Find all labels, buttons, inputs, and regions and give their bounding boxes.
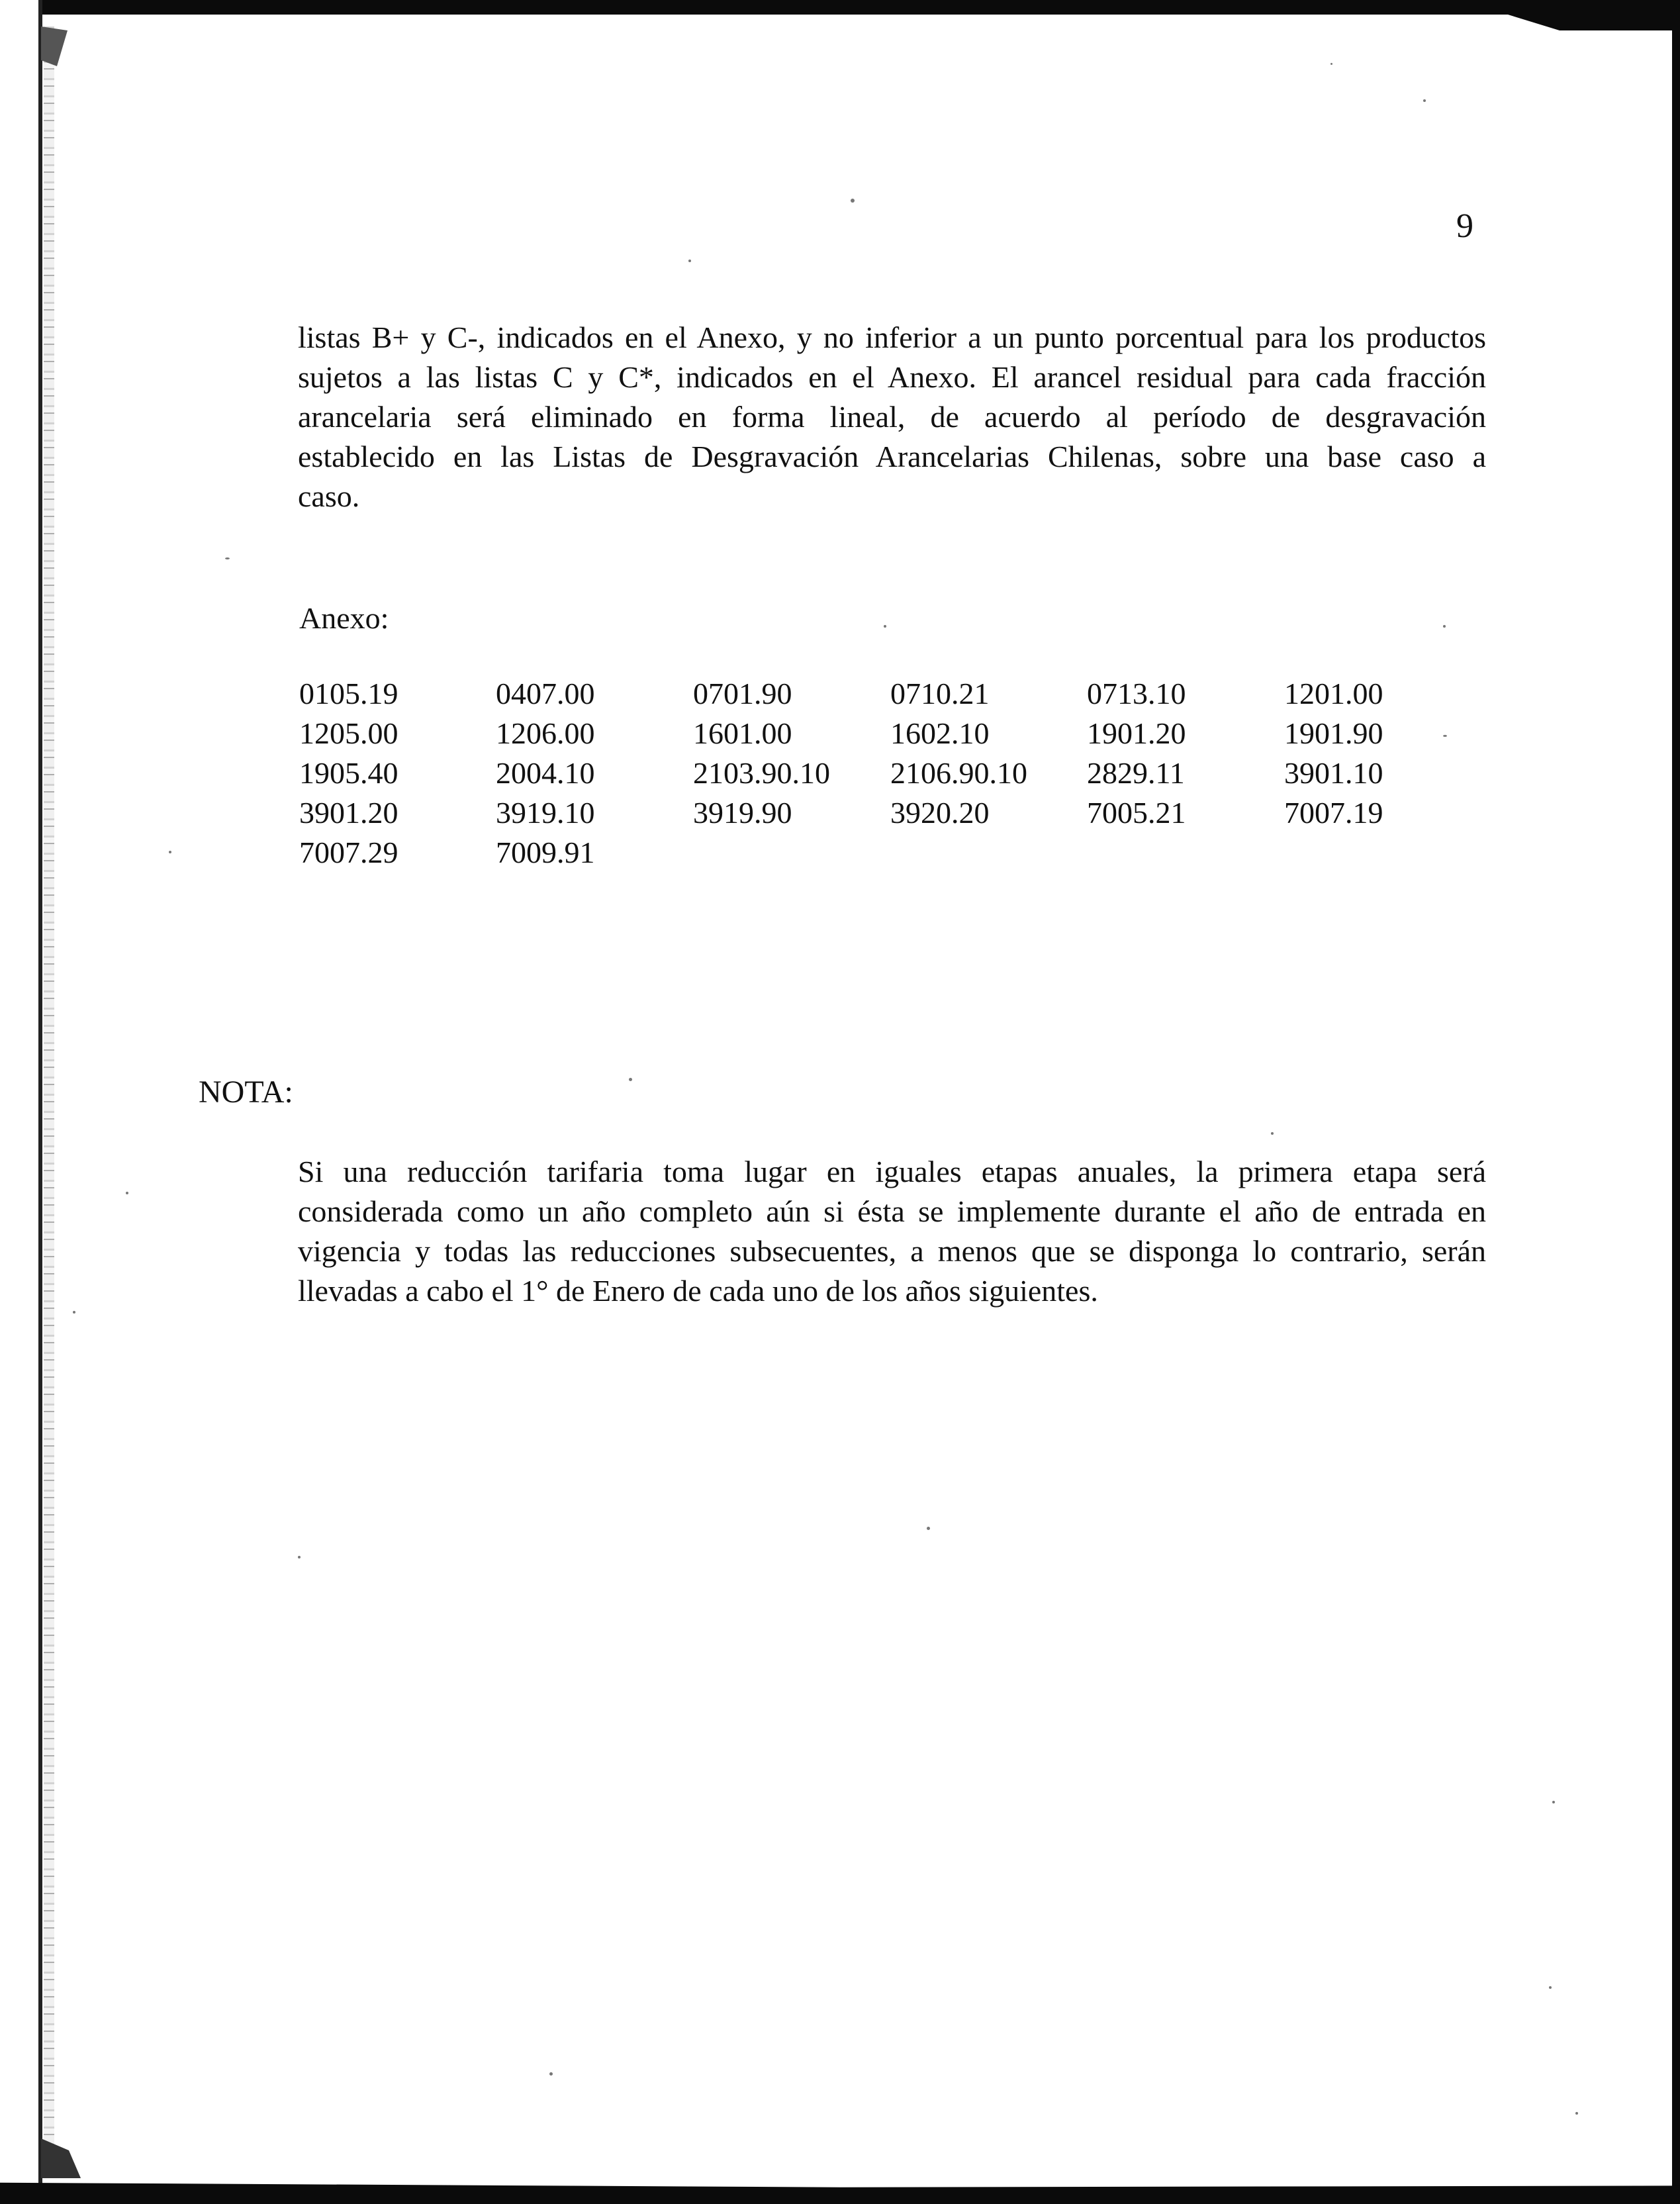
paragraph-line: listas B+ y C-, indicados en el Anexo, y no inferior a un punto porcentual para los productos bbox=[298, 320, 1486, 354]
annex-title: Anexo: bbox=[299, 601, 389, 635]
tariff-code: 1601.00 bbox=[693, 716, 792, 750]
tariff-code: 7007.29 bbox=[299, 836, 398, 869]
tariff-code: 0105.19 bbox=[299, 677, 398, 710]
note-line: vigencia y todas las reducciones subsecuentes, a menos que se disponga lo contrario, serán bbox=[298, 1234, 1486, 1268]
tariff-code: 3901.10 bbox=[1284, 756, 1383, 790]
page-number: 9 bbox=[1456, 207, 1473, 245]
note-line: Si una reducción tarifaria toma lugar en iguales etapas anuales, la primera etapa será bbox=[298, 1155, 1486, 1188]
tariff-code: 3919.10 bbox=[496, 796, 595, 830]
tariff-code: 0701.90 bbox=[693, 677, 792, 710]
paragraph-line: arancelaria será eliminado en forma lineal, de acuerdo al período de desgravación bbox=[298, 400, 1486, 434]
tariff-code: 1201.00 bbox=[1284, 677, 1383, 710]
tariff-code: 1206.00 bbox=[496, 716, 595, 750]
note-paragraph bbox=[298, 1152, 1486, 1311]
tariff-code: 2829.11 bbox=[1087, 756, 1185, 790]
tariff-code: 1602.10 bbox=[890, 716, 990, 750]
tariff-code: 1205.00 bbox=[299, 716, 398, 750]
scan-border-top bbox=[0, 0, 1680, 15]
scan-border-right bbox=[1672, 0, 1680, 2204]
paragraph-line: establecido en las Listas de Desgravación Arancelarias Chilenas, sobre una base caso a bbox=[298, 440, 1486, 473]
tariff-code: 2004.10 bbox=[496, 756, 595, 790]
tariff-code: 7009.91 bbox=[496, 836, 595, 869]
tariff-code: 3919.90 bbox=[693, 796, 792, 830]
note-line: considerada como un año completo aún si ésta se implemente durante el año de entrada en bbox=[298, 1194, 1486, 1228]
scan-border-bottom bbox=[0, 2174, 1680, 2204]
scan-border-left bbox=[0, 0, 42, 2204]
tariff-code: 2106.90.10 bbox=[890, 756, 1027, 790]
continuation-paragraph bbox=[298, 318, 1486, 516]
tariff-code: 0407.00 bbox=[496, 677, 595, 710]
binding-edge bbox=[44, 26, 54, 2165]
tariff-code: 3920.20 bbox=[890, 796, 990, 830]
tariff-code: 2103.90.10 bbox=[693, 756, 830, 790]
scan-border-corner bbox=[1508, 15, 1680, 30]
paragraph-line: sujetos a las listas C y C*, indicados en el Anexo. El arancel residual para cada fracción bbox=[298, 360, 1486, 394]
tariff-code: 3901.20 bbox=[299, 796, 398, 830]
binding-edge-bottom bbox=[41, 2138, 81, 2178]
paragraph-line: caso. bbox=[298, 479, 360, 513]
tariff-code: 7005.21 bbox=[1087, 796, 1186, 830]
tariff-code: 1901.90 bbox=[1284, 716, 1383, 750]
note-line: llevadas a cabo el 1° de Enero de cada uno de los años siguientes. bbox=[298, 1274, 1098, 1308]
tariff-code: 7007.19 bbox=[1284, 796, 1383, 830]
tariff-code: 1901.20 bbox=[1087, 716, 1186, 750]
note-label: NOTA: bbox=[199, 1075, 293, 1110]
tariff-code: 0710.21 bbox=[890, 677, 990, 710]
tariff-code: 1905.40 bbox=[299, 756, 398, 790]
binding-edge-top bbox=[41, 26, 68, 66]
tariff-code: 0713.10 bbox=[1087, 677, 1186, 710]
